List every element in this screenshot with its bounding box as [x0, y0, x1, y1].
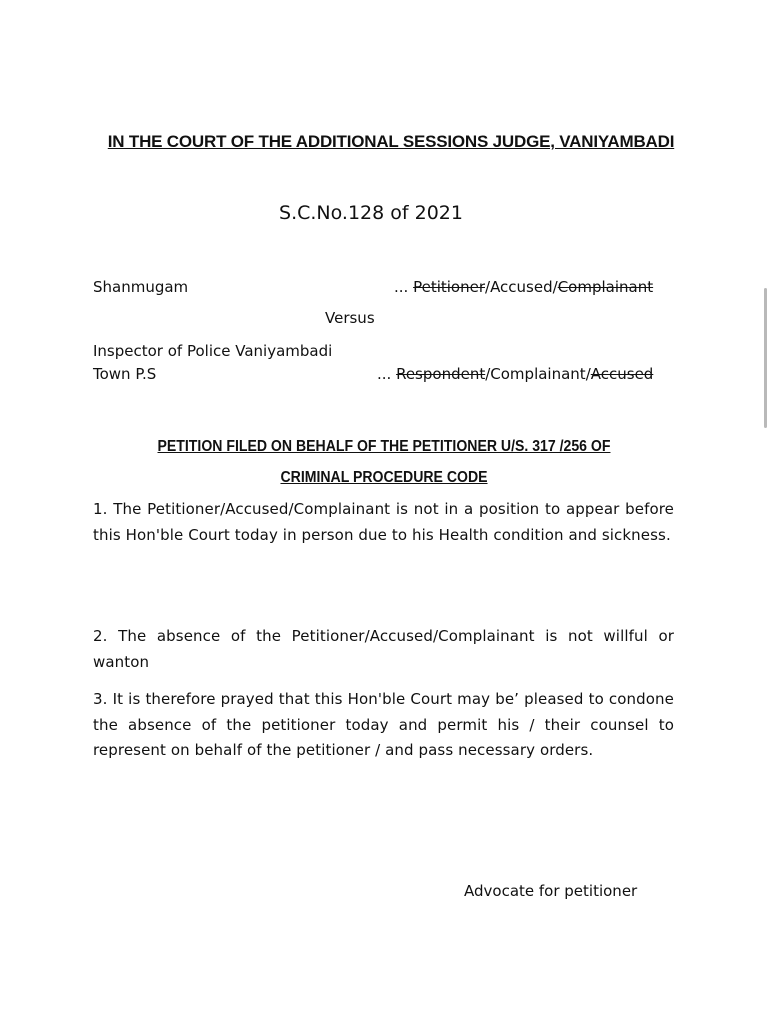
second-party-name-line1: Inspector of Police Vaniyambadi: [93, 342, 333, 360]
role-complainant: Complainant: [490, 365, 586, 383]
petition-title: PETITION FILED ON BEHALF OF THE PETITIONER U/S. 317 /256 OF CRIMINAL PROCEDURE CODE: [157, 438, 611, 486]
versus-label: Versus: [325, 309, 375, 327]
role-separator: /: [485, 365, 491, 383]
role-respondent-struck: Respondent: [396, 365, 486, 383]
paragraph-1: 1. The Petitioner/Accused/Complainant is not in a position to appear before this Hon'ble Court today in person due to his Health condition and sickness.: [93, 500, 674, 544]
role-accused: Accused: [490, 278, 553, 296]
first-party-name: Shanmugam: [93, 278, 189, 296]
role-separator: /: [585, 365, 591, 383]
second-party-dots: ...: [377, 365, 397, 383]
case-number: S.C.No.128 of 2021: [279, 202, 463, 224]
paragraph-3: 3. It is therefore prayed that this Hon'ble Court may be’ pleased to condone the absence of the petitioner today and permit his / their counsel to represent on behalf of the petitioner / and pass necessary orders.: [93, 690, 674, 759]
advocate-signature-label: Advocate for petitioner: [464, 882, 638, 900]
role-accused-struck: Accused: [590, 365, 654, 383]
paragraph-2: 2. The absence of the Petitioner/Accused/Complainant is not willful or wanton: [93, 627, 674, 671]
role-complainant-struck: Complainant: [557, 278, 654, 296]
second-party-name-line2: Town P.S: [93, 365, 157, 383]
first-party-role: [394, 278, 653, 296]
role-separator: /: [552, 278, 558, 296]
role-petitioner-struck: Petitioner: [413, 278, 485, 296]
vertical-scrollbar[interactable]: [764, 288, 767, 428]
role-separator: /: [485, 278, 491, 296]
second-party-role: [377, 365, 653, 383]
first-party-dots: ...: [394, 278, 414, 296]
court-title: IN THE COURT OF THE ADDITIONAL SESSIONS JUDGE, VANIYAMBADI: [107, 132, 675, 151]
